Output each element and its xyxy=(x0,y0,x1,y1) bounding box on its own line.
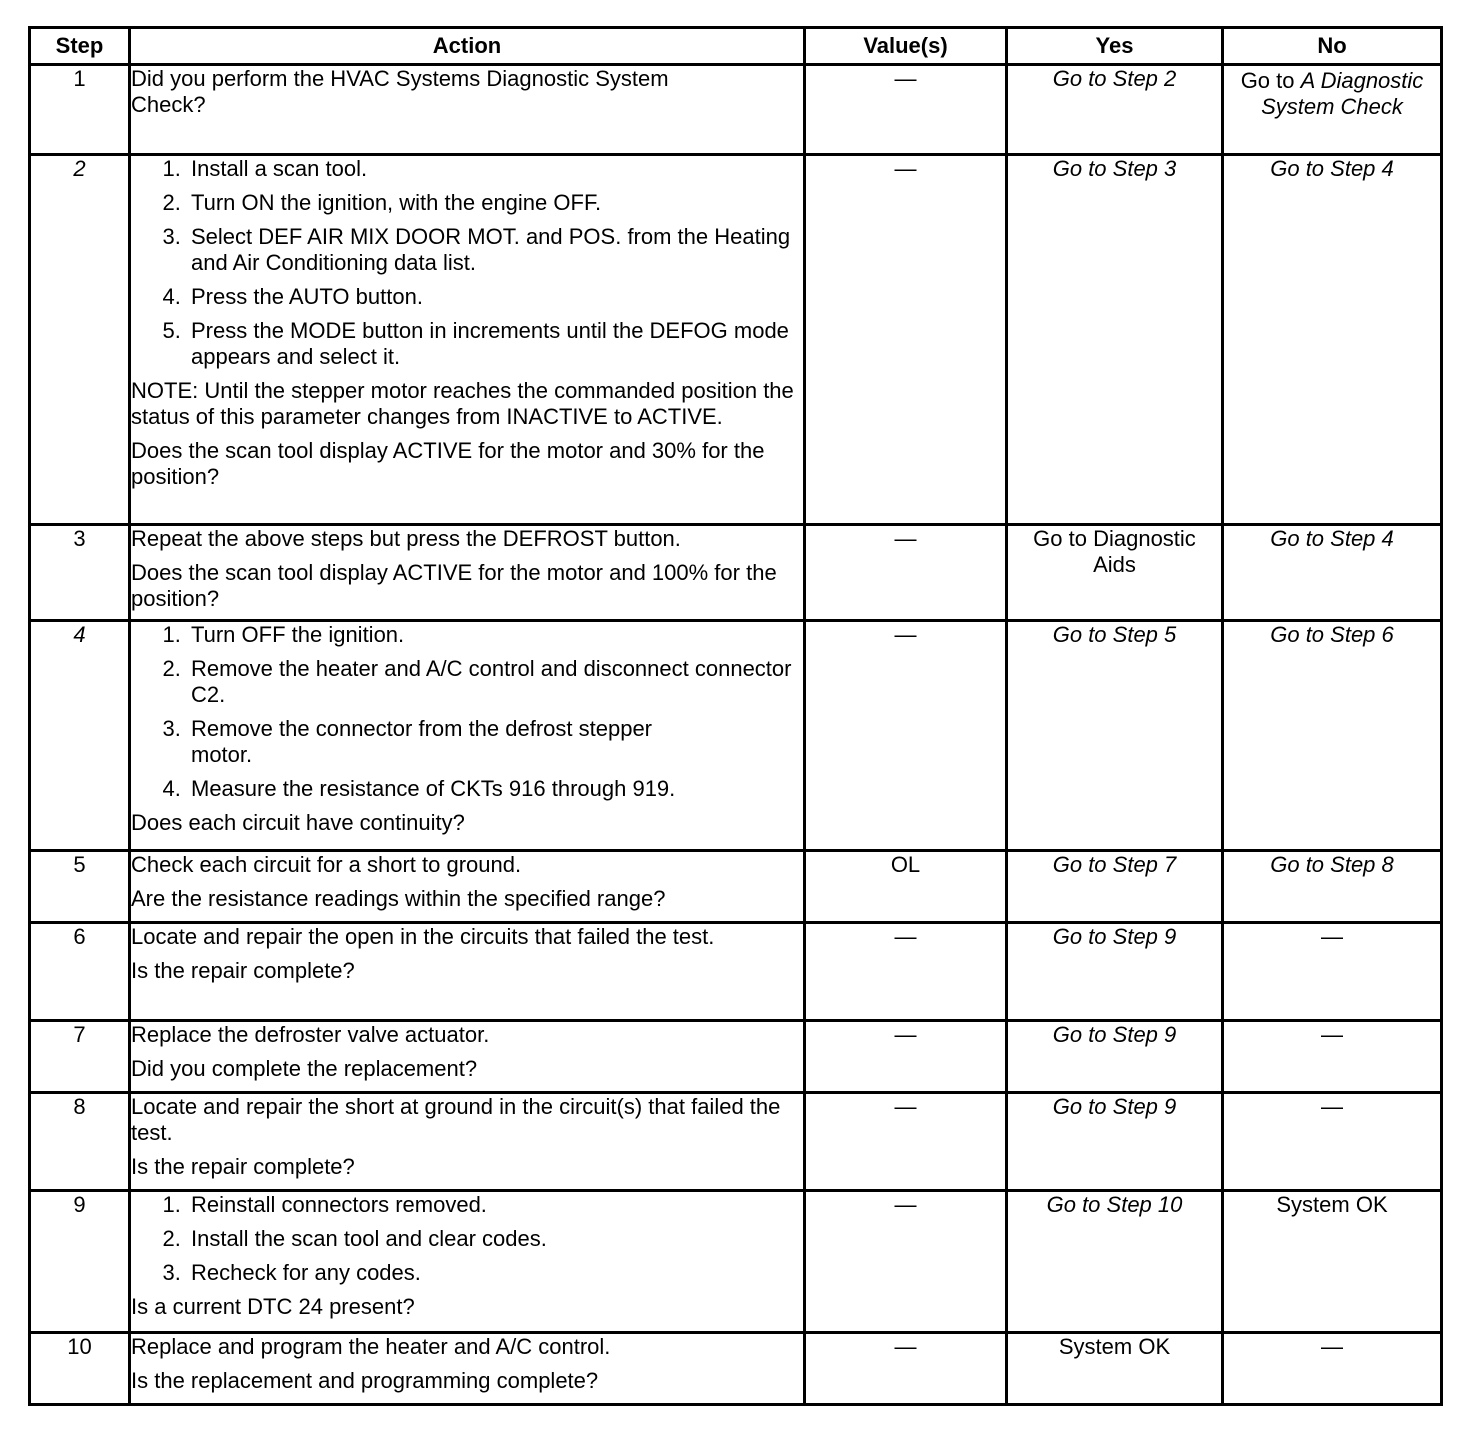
procedure-item: 2. Install the scan tool and clear codes. xyxy=(187,1226,803,1252)
table-row xyxy=(30,1021,1442,1093)
yes-cell: Go to Step 9 xyxy=(1007,1021,1223,1093)
yes-cell: Go to Step 5 xyxy=(1007,621,1223,851)
value-cell: — xyxy=(805,1093,1007,1191)
action-question: Are the resistance readings within the specified range? xyxy=(131,886,666,911)
procedure-list xyxy=(131,622,803,802)
action-question: Does the scan tool display ACTIVE for the motor and 30% for the position? xyxy=(131,438,765,489)
step-number: 10 xyxy=(30,1333,130,1405)
action-cell xyxy=(130,155,805,525)
procedure-item: 2. Turn ON the ignition, with the engine OFF. xyxy=(187,190,803,216)
action-text: Replace the defroster valve actuator. xyxy=(131,1022,490,1047)
value-cell: — xyxy=(805,65,1007,155)
procedure-item: 1. Turn OFF the ignition. xyxy=(187,622,803,648)
diagnostic-table xyxy=(28,26,1443,1406)
no-cell: Go to Step 8 xyxy=(1223,851,1442,923)
procedure-item: 5. Press the MODE button in increments until the DEFOG mode appears and select it. xyxy=(187,318,803,370)
procedure-item: 4. Measure the resistance of CKTs 916 through 919. xyxy=(187,776,803,802)
action-question: Is a current DTC 24 present? xyxy=(131,1294,415,1319)
action-cell xyxy=(130,1333,805,1405)
yes-cell: Go to Diagnostic Aids xyxy=(1007,525,1223,621)
action-cell xyxy=(130,525,805,621)
value-cell: — xyxy=(805,1021,1007,1093)
no-cell xyxy=(1223,65,1442,155)
action-text: Locate and repair the short at ground in the circuit(s) that failed the test. xyxy=(131,1094,781,1145)
action-cell xyxy=(130,621,805,851)
action-question: Did you complete the replacement? xyxy=(131,1056,478,1081)
no-cell: — xyxy=(1223,1333,1442,1405)
yes-cell: Go to Step 10 xyxy=(1007,1191,1223,1333)
table-row xyxy=(30,155,1442,525)
action-question: Is the replacement and programming complete? xyxy=(131,1368,599,1393)
action-cell xyxy=(130,1021,805,1093)
step-number: 5 xyxy=(30,851,130,923)
procedure-item: 3. Select DEF AIR MIX DOOR MOT. and POS. from the Heating and Air Conditioning data list. xyxy=(187,224,803,276)
action-cell xyxy=(130,1191,805,1333)
step-number: 3 xyxy=(30,525,130,621)
no-cell: — xyxy=(1223,923,1442,1021)
procedure-item: 3. Remove the connector from the defrost stepper motor. xyxy=(187,716,803,768)
table-row xyxy=(30,621,1442,851)
table-row xyxy=(30,923,1442,1021)
action-cell xyxy=(130,65,805,155)
yes-cell: Go to Step 9 xyxy=(1007,923,1223,1021)
table-row xyxy=(30,525,1442,621)
yes-cell: System OK xyxy=(1007,1333,1223,1405)
value-cell: — xyxy=(805,1191,1007,1333)
step-number: 4 xyxy=(30,621,130,851)
no-prefix: Go to xyxy=(1240,68,1301,93)
procedure-item: 1. Install a scan tool. xyxy=(187,156,803,182)
table-row xyxy=(30,65,1442,155)
procedure-list xyxy=(131,1192,803,1286)
table-row xyxy=(30,1333,1442,1405)
step-number: 8 xyxy=(30,1093,130,1191)
table-row xyxy=(30,1093,1442,1191)
procedure-list xyxy=(131,156,803,370)
action-cell xyxy=(130,851,805,923)
step-number: 9 xyxy=(30,1191,130,1333)
table-row xyxy=(30,1191,1442,1333)
action-cell xyxy=(130,923,805,1021)
header-row xyxy=(30,28,1442,65)
action-question: Does the scan tool display ACTIVE for the motor and 100% for the position? xyxy=(131,560,777,611)
procedure-item: 1. Reinstall connectors removed. xyxy=(187,1192,803,1218)
step-number: 2 xyxy=(30,155,130,525)
no-cell: Go to Step 4 xyxy=(1223,525,1442,621)
yes-cell: Go to Step 3 xyxy=(1007,155,1223,525)
value-cell: — xyxy=(805,525,1007,621)
header-step: Step xyxy=(30,28,130,65)
no-cell: — xyxy=(1223,1093,1442,1191)
table-row xyxy=(30,851,1442,923)
action-question: Is the repair complete? xyxy=(131,958,355,983)
action-question: Is the repair complete? xyxy=(131,1154,355,1179)
step-number: 7 xyxy=(30,1021,130,1093)
value-cell: — xyxy=(805,923,1007,1021)
no-cell: Go to Step 4 xyxy=(1223,155,1442,525)
value-cell: — xyxy=(805,155,1007,525)
step-number: 6 xyxy=(30,923,130,1021)
action-cell xyxy=(130,1093,805,1191)
action-text: Check each circuit for a short to ground. xyxy=(131,852,522,877)
step-number: 1 xyxy=(30,65,130,155)
procedure-item: 3. Recheck for any codes. xyxy=(187,1260,803,1286)
no-link-text: A Diagnostic System Check xyxy=(1261,68,1424,119)
header-yes: Yes xyxy=(1007,28,1223,65)
action-note: NOTE: Until the stepper motor reaches the commanded position the status of this parameter changes from INACTIVE to ACTIVE. xyxy=(131,378,794,429)
no-cell: System OK xyxy=(1223,1191,1442,1333)
no-cell: — xyxy=(1223,1021,1442,1093)
procedure-item: 4. Press the AUTO button. xyxy=(187,284,803,310)
yes-cell: Go to Step 7 xyxy=(1007,851,1223,923)
action-text: Did you perform the HVAC Systems Diagnostic System Check? xyxy=(131,66,669,117)
value-cell: OL xyxy=(805,851,1007,923)
header-values: Value(s) xyxy=(805,28,1007,65)
action-text: Replace and program the heater and A/C control. xyxy=(131,1334,611,1359)
procedure-item: 2. Remove the heater and A/C control and disconnect connector C2. xyxy=(187,656,803,708)
header-no: No xyxy=(1223,28,1442,65)
yes-cell: Go to Step 2 xyxy=(1007,65,1223,155)
value-cell: — xyxy=(805,621,1007,851)
header-action: Action xyxy=(130,28,805,65)
action-text: Repeat the above steps but press the DEFROST button. xyxy=(131,526,681,551)
action-question: Does each circuit have continuity? xyxy=(131,810,465,835)
action-text: Locate and repair the open in the circuits that failed the test. xyxy=(131,924,715,949)
value-cell: — xyxy=(805,1333,1007,1405)
yes-cell: Go to Step 9 xyxy=(1007,1093,1223,1191)
no-cell: Go to Step 6 xyxy=(1223,621,1442,851)
